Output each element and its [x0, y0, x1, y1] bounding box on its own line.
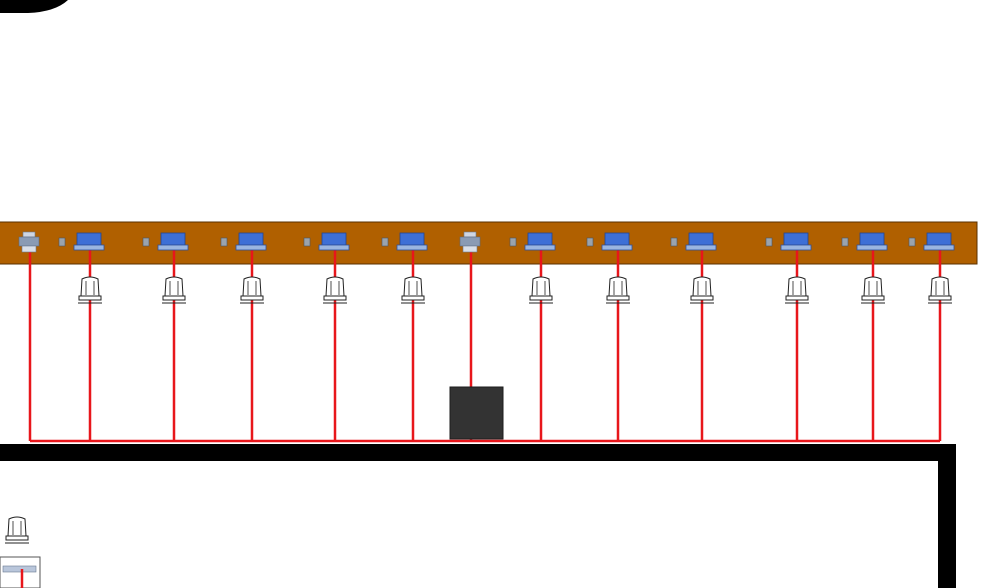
chair-seat	[243, 277, 261, 296]
chair-icon-ws-1	[78, 277, 102, 303]
chair-icon-ws-4	[323, 277, 347, 303]
printer-output	[463, 246, 477, 252]
laptop-screen	[77, 233, 101, 245]
desk-phone	[143, 238, 149, 246]
chair-icon-ws-6	[529, 277, 553, 303]
chair-icon-ws-7	[606, 277, 630, 303]
corner-furniture	[0, 0, 68, 13]
chair-seat	[8, 517, 26, 536]
chair-base	[607, 296, 629, 300]
chair-seat	[404, 277, 422, 296]
laptop-keyboard	[924, 245, 954, 250]
chair-seat	[931, 277, 949, 296]
laptop-screen	[239, 233, 263, 245]
chair-base	[786, 296, 808, 300]
desk-phone	[304, 238, 310, 246]
chair-seat	[81, 277, 99, 296]
desk-phone	[59, 238, 65, 246]
laptop-keyboard	[686, 245, 716, 250]
laptop-keyboard	[781, 245, 811, 250]
laptop-keyboard	[319, 245, 349, 250]
chair-base	[241, 296, 263, 300]
chair-icon-ws-9	[785, 277, 809, 303]
server-cabinet	[450, 387, 503, 439]
chair-seat	[864, 277, 882, 296]
chair-base	[324, 296, 346, 300]
chair-seat	[609, 277, 627, 296]
chair-icon-ws-8	[690, 277, 714, 303]
desk-phone	[587, 238, 593, 246]
chair-base	[929, 296, 951, 300]
laptop-screen	[161, 233, 185, 245]
laptop-keyboard	[158, 245, 188, 250]
laptop-keyboard	[857, 245, 887, 250]
chair-base	[6, 536, 28, 540]
desk-phone	[909, 238, 915, 246]
chair-icon-ws-5	[401, 277, 425, 303]
laptop-screen	[528, 233, 552, 245]
chair-base	[402, 296, 424, 300]
chair-base	[691, 296, 713, 300]
wall-horizontal	[0, 444, 956, 461]
laptop-keyboard	[236, 245, 266, 250]
laptop-keyboard	[525, 245, 555, 250]
chair-seat	[326, 277, 344, 296]
laptop-keyboard	[602, 245, 632, 250]
chair-icon-ws-10	[861, 277, 885, 303]
chair-seat	[788, 277, 806, 296]
printer-paper-tray	[23, 232, 35, 237]
chair-base	[79, 296, 101, 300]
printer-paper-tray	[464, 232, 476, 237]
chair-seat	[532, 277, 550, 296]
chair-seat	[693, 277, 711, 296]
laptop-keyboard	[397, 245, 427, 250]
laptop-screen	[927, 233, 951, 245]
laptop-screen	[605, 233, 629, 245]
chair-seat	[165, 277, 183, 296]
laptop-screen	[322, 233, 346, 245]
laptop-screen	[689, 233, 713, 245]
cabinet-lower-room	[0, 557, 40, 588]
chair-icon-ws-3	[240, 277, 264, 303]
cabinet-shelf	[3, 566, 36, 572]
printer-body	[460, 237, 480, 246]
laptop-screen	[784, 233, 808, 245]
chair-icon-ws-11	[928, 277, 952, 303]
laptop-keyboard	[74, 245, 104, 250]
chair-base	[163, 296, 185, 300]
laptop-screen	[860, 233, 884, 245]
desk-phone	[382, 238, 388, 246]
printer-output	[22, 246, 36, 252]
printer-body	[19, 237, 39, 246]
chair-icon-lower-room	[5, 517, 29, 543]
desk-phone	[766, 238, 772, 246]
chair-base	[530, 296, 552, 300]
desk-phone	[842, 238, 848, 246]
chair-base	[862, 296, 884, 300]
laptop-screen	[400, 233, 424, 245]
desk-phone	[671, 238, 677, 246]
desk-phone	[510, 238, 516, 246]
extras-layer	[0, 517, 40, 588]
wall-vertical	[938, 444, 956, 588]
chair-icon-ws-2	[162, 277, 186, 303]
chairs-layer	[78, 277, 952, 303]
desk-phone	[221, 238, 227, 246]
